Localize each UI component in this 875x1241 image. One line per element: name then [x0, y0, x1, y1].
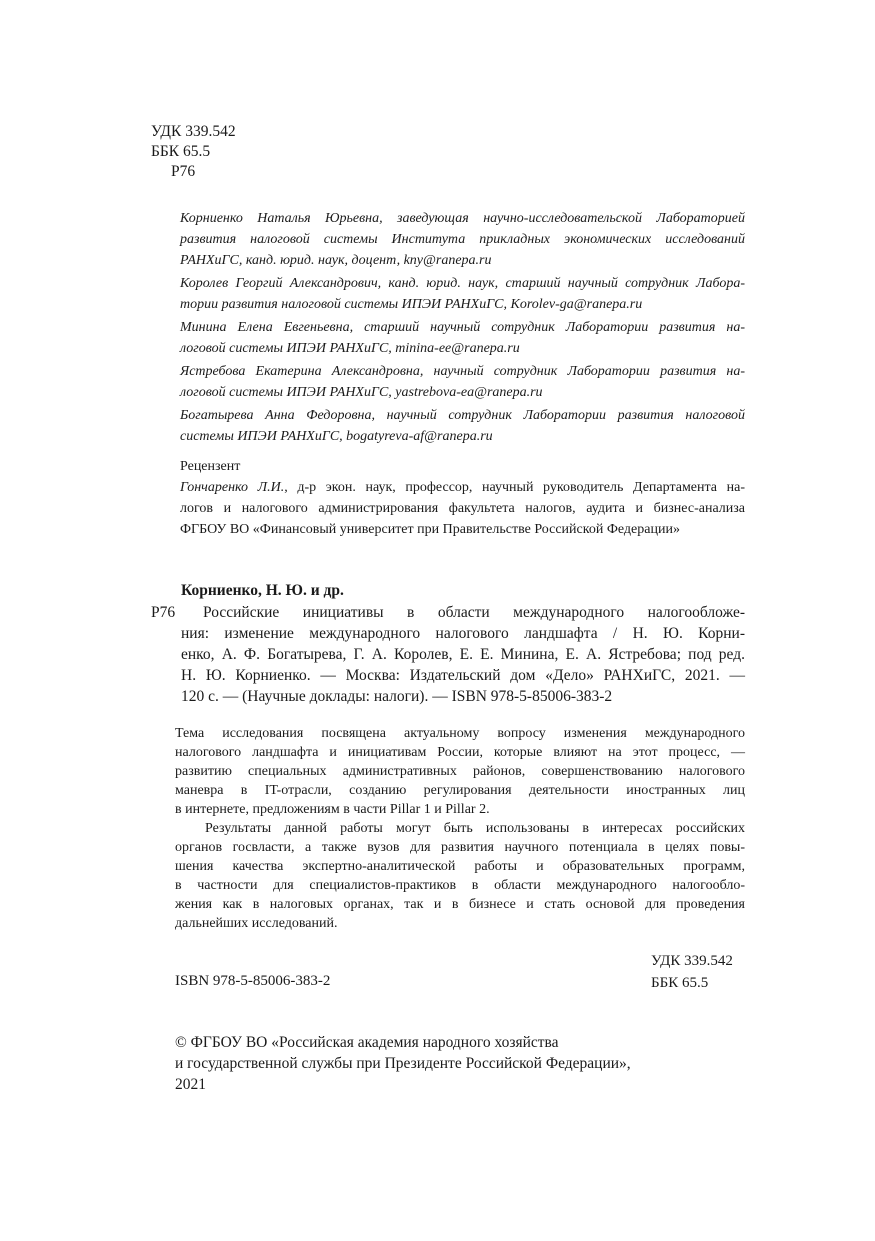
- reviewer-block: [180, 456, 745, 540]
- abstract-line: развитию специальных административных районов, совершенствованию налогового: [175, 764, 745, 779]
- reviewer-line: [180, 477, 745, 498]
- abstract-line: маневра в IT-отрасли, созданию регулирования деятельности иностранных лиц: [175, 783, 745, 798]
- copyright-line: и государственной службы при Президенте Российской Федерации»,: [175, 1055, 631, 1072]
- bib-line: [151, 602, 745, 623]
- copyright: [175, 1032, 631, 1095]
- abstract-paragraph-1: [175, 724, 745, 819]
- abstract-line: жения как в налоговых органах, так и в бизнесе и стать основой для проведения: [175, 897, 745, 912]
- author-line: Богатырева Анна Федоровна, научный сотрудник Лаборатории развития налоговой: [180, 408, 745, 423]
- bib-line: Н. Ю. Корниенко. — Москва: Издательский дом «Дело» РАНХиГС, 2021. —: [181, 667, 745, 684]
- abstract-paragraph-2: [175, 819, 745, 933]
- bbk-code: ББК 65.5: [151, 143, 211, 160]
- author-line: Королев Георгий Александрович, канд. юрид. наук, старший научный сотрудник Лабора-: [180, 276, 745, 291]
- bib-text: Российские инициативы в области международного налогообложе-: [203, 604, 745, 621]
- bib-heading: Корниенко, Н. Ю. и др.: [181, 582, 344, 599]
- footer-bbk: ББК 65.5: [651, 975, 709, 991]
- author-line: системы ИПЭИ РАНХиГС, bogatyreva-af@ranepa.ru: [180, 429, 493, 444]
- abstract-line: дальнейших исследований.: [175, 916, 338, 931]
- author-entry: [180, 208, 745, 271]
- author-entry: [180, 273, 745, 315]
- author-entry: [180, 405, 745, 447]
- footer-udk: УДК 339.542: [651, 953, 733, 969]
- bib-line: енко, А. Ф. Богатырева, Г. А. Королев, Е. Е. Минина, Е. А. Ястребова; под ред.: [181, 646, 745, 663]
- copyright-line: 2021: [175, 1076, 206, 1093]
- copyright-line: © ФГБОУ ВО «Российская академия народного хозяйства: [175, 1034, 559, 1051]
- isbn: ISBN 978-5-85006-383-2: [175, 973, 331, 989]
- bib-mark: Р76: [151, 604, 176, 621]
- abstract: [175, 724, 745, 933]
- udk-code: УДК 339.542: [151, 123, 236, 140]
- abstract-line: налогового ландшафта и инициативам России, которые влияют на этот процесс, —: [175, 745, 745, 760]
- author-line: развития налоговой системы Института прикладных экономических исследований: [180, 232, 745, 247]
- footer-classification: [651, 950, 733, 994]
- reviewer-heading: Рецензент: [180, 459, 241, 474]
- author-line: Корниенко Наталья Юрьевна, заведующая научно-исследовательской Лабораторией: [180, 211, 745, 226]
- abstract-line: в интернете, предложениям в части Pillar 1 и Pillar 2.: [175, 802, 490, 817]
- abstract-line: шения качества экспертно-аналитической работы и образовательных программ,: [175, 859, 745, 874]
- abstract-line: в частности для специалистов-практиков в области международного налогообло-: [175, 878, 745, 893]
- abstract-line: органов госвласти, а также вузов для развития научного потенциала в целях повы-: [175, 840, 745, 855]
- author-entry: [180, 317, 745, 359]
- author-line: Минина Елена Евгеньевна, старший научный сотрудник Лаборатории развития на-: [180, 320, 745, 335]
- reviewer-line: ФГБОУ ВО «Финансовый университет при Правительстве Российской Федерации»: [180, 522, 680, 537]
- bibliographic-record: [151, 580, 745, 707]
- authors-list: [180, 208, 745, 447]
- author-line: Ястребова Екатерина Александровна, научный сотрудник Лаборатории развития на-: [180, 364, 745, 379]
- classification-codes: [151, 122, 236, 182]
- author-line: логовой системы ИПЭИ РАНХиГС, minina-ee@ranepa.ru: [180, 341, 520, 356]
- author-line: тории развития налоговой системы ИПЭИ РАНХиГС, Korolev-ga@ranepa.ru: [180, 297, 643, 312]
- bib-line: ния: изменение международного налогового ландшафта / Н. Ю. Корни-: [181, 625, 745, 642]
- reviewer-line: логов и налогового администрирования факультета налогов, аудита и бизнес-анализа: [180, 501, 745, 516]
- author-entry: [180, 361, 745, 403]
- reviewer-credentials: , д-р экон. наук, профессор, научный руководитель Департамента на-: [284, 480, 745, 495]
- reviewer-name: Гончаренко Л.И.: [180, 480, 285, 495]
- author-line: логовой системы ИПЭИ РАНХиГС, yastrebova-ea@ranepa.ru: [180, 385, 543, 400]
- author-mark: Р76: [171, 163, 196, 180]
- abstract-line: Результаты данной работы могут быть использованы в интересах российских: [205, 821, 745, 836]
- abstract-line: Тема исследования посвящена актуальному вопросу изменения международного: [175, 726, 745, 741]
- author-line: РАНХиГС, канд. юрид. наук, доцент, kny@ranepa.ru: [180, 253, 492, 268]
- bib-line: 120 с. — (Научные доклады: налоги). — ISBN 978-5-85006-383-2: [181, 688, 613, 705]
